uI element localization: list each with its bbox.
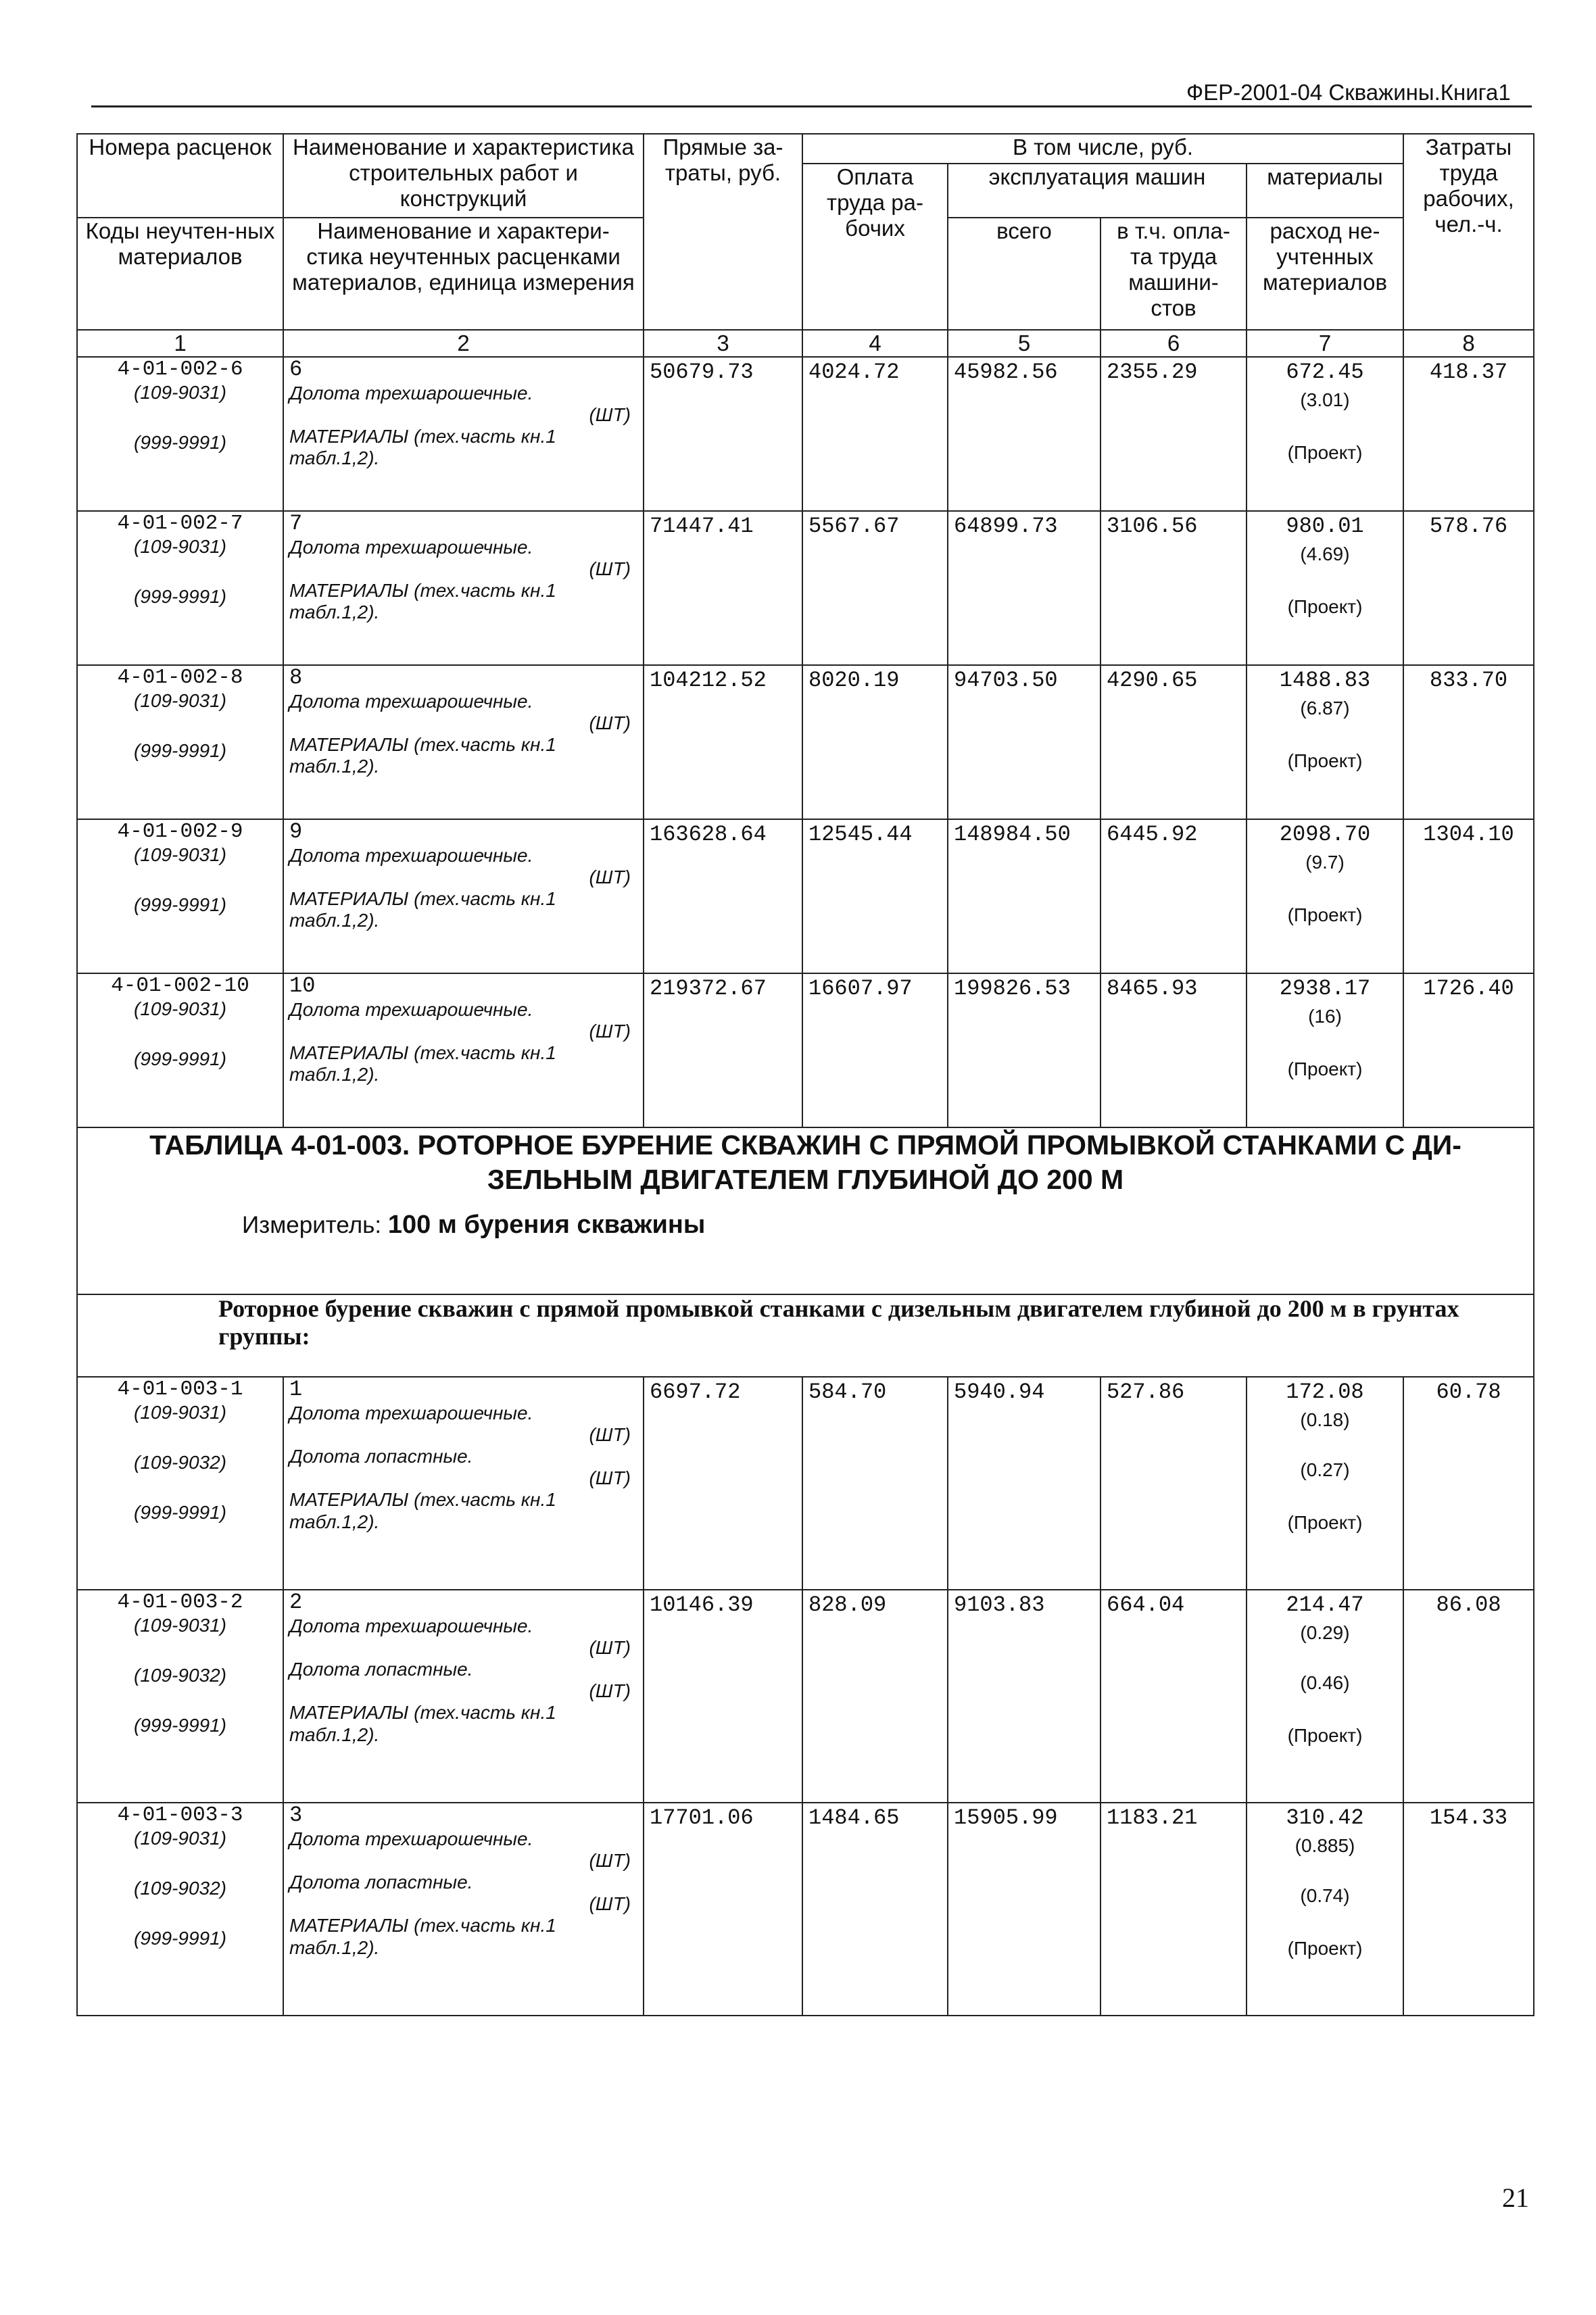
work-number: 3 — [289, 1802, 303, 1828]
material-code: (109-9032) — [134, 1451, 226, 1473]
col3-header: Прямые за-траты, руб. — [644, 134, 802, 330]
rate-code: 4-01-002-7 — [117, 511, 243, 535]
table-row — [77, 1803, 1534, 2016]
labor-hours: 86.08 — [1436, 1592, 1501, 1617]
labor-hours-cell — [1403, 1590, 1534, 1803]
direct-costs-cell — [644, 511, 802, 665]
direct-costs: 50679.73 — [650, 359, 754, 385]
column-number: 6 — [1101, 330, 1247, 357]
labor-hours: 833.70 — [1429, 667, 1508, 693]
machinists-cell — [1101, 819, 1247, 973]
rate-code: 4-01-003-1 — [117, 1377, 243, 1401]
rate-code: 4-01-002-9 — [117, 819, 243, 844]
labor-cost: 5567.67 — [808, 513, 900, 539]
column-number: 4 — [802, 330, 948, 357]
labor-hours-cell — [1403, 665, 1534, 819]
direct-costs: 163628.64 — [650, 821, 767, 847]
bit-consumption: (0.885) — [1295, 1834, 1355, 1856]
table-row — [77, 819, 1534, 973]
rates-table — [76, 133, 1534, 2016]
machines-cost: 5940.94 — [954, 1379, 1045, 1405]
code-cell — [77, 511, 283, 665]
machinists-cell — [1101, 973, 1247, 1127]
direct-costs-cell — [644, 1590, 802, 1803]
machines-cell — [948, 357, 1101, 511]
material-name: Долота трехшарошечные. — [289, 1828, 533, 1849]
project-label: (Проект) — [1287, 750, 1363, 771]
material-name: Долота трехшарошечные. — [289, 536, 533, 558]
machinists-cost: 664.04 — [1107, 1592, 1185, 1617]
material-name: Долота трехшарошечные. — [289, 1402, 533, 1423]
machinists-cell — [1101, 665, 1247, 819]
materials-note: МАТЕРИАЛЫ (тех.часть кн.1 табл.1,2). — [289, 1489, 556, 1532]
unit-label: (ШТ) — [589, 1893, 631, 1915]
material-name: Долота трехшарошечные. — [289, 998, 533, 1020]
materials-note: МАТЕРИАЛЫ (тех.часть кн.1 табл.1,2). — [289, 426, 556, 469]
col4-header: Оплата труда ра-бочих — [802, 164, 948, 330]
bit-consumption: (4.69) — [1300, 543, 1350, 564]
blade-consumption: (0.27) — [1300, 1459, 1350, 1480]
machines-cell — [948, 1590, 1101, 1803]
machines-cell — [948, 973, 1101, 1127]
labor-cell — [802, 1377, 948, 1590]
materials-cost: 672.45 — [1286, 359, 1364, 385]
materials-cell — [1247, 1590, 1403, 1803]
rate-code: 4-01-002-6 — [117, 357, 243, 381]
material-code: (109-9031) — [134, 1614, 226, 1636]
direct-costs-cell — [644, 665, 802, 819]
col8-header: Затраты труда рабочих, чел.-ч. — [1403, 134, 1534, 330]
blade-consumption: (0.46) — [1300, 1672, 1350, 1693]
machines-cell — [948, 665, 1101, 819]
blade-consumption: (0.74) — [1300, 1884, 1350, 1906]
labor-hours: 60.78 — [1436, 1379, 1501, 1405]
machines-cell — [948, 1803, 1101, 2016]
work-number: 7 — [289, 510, 303, 536]
machinists-cost: 4290.65 — [1107, 667, 1198, 693]
direct-costs-cell — [644, 973, 802, 1127]
running-header: ФЕР-2001-04 Скважины.Книга1 — [1186, 80, 1511, 105]
labor-cost: 584.70 — [808, 1379, 887, 1405]
table-row — [77, 1590, 1534, 1803]
material-code: (109-9031) — [134, 1827, 226, 1849]
machines-cost: 15905.99 — [954, 1805, 1058, 1830]
materials-note: МАТЕРИАЛЫ (тех.часть кн.1 табл.1,2). — [289, 888, 556, 931]
machinists-cell — [1101, 1803, 1247, 2016]
materials-note: МАТЕРИАЛЫ (тех.часть кн.1 табл.1,2). — [289, 1702, 556, 1745]
work-number: 10 — [289, 973, 316, 998]
material-code: (999-9991) — [134, 739, 226, 761]
group-cell — [77, 1294, 1534, 1377]
labor-hours-cell — [1403, 511, 1534, 665]
machines-cost: 199826.53 — [954, 975, 1071, 1001]
work-number: 1 — [289, 1376, 303, 1402]
direct-costs-cell — [644, 1803, 802, 2016]
name-cell — [283, 819, 644, 973]
materials-note: МАТЕРИАЛЫ (тех.часть кн.1 табл.1,2). — [289, 734, 556, 777]
column-number-row — [77, 330, 1534, 357]
material-name: Долота трехшарошечные. — [289, 844, 533, 866]
bit-consumption: (3.01) — [1300, 389, 1350, 410]
material-code: (999-9991) — [134, 894, 226, 915]
rate-code: 4-01-003-2 — [117, 1590, 243, 1614]
bit-consumption: (9.7) — [1305, 851, 1345, 873]
machines-cell — [948, 511, 1101, 665]
col5-header: всего — [948, 218, 1101, 330]
column-number: 3 — [644, 330, 802, 357]
project-label: (Проект) — [1287, 441, 1363, 463]
unit-label: (ШТ) — [589, 866, 631, 887]
material-name: Долота лопастные. — [289, 1659, 473, 1680]
machinists-cost: 2355.29 — [1107, 359, 1198, 385]
materials-cell — [1247, 1377, 1403, 1590]
header-rule — [91, 105, 1532, 107]
work-number: 6 — [289, 356, 303, 382]
labor-hours: 154.33 — [1429, 1805, 1508, 1830]
machinists-cost: 3106.56 — [1107, 513, 1198, 539]
labor-cell — [802, 1590, 948, 1803]
table-row — [77, 357, 1534, 511]
direct-costs: 6697.72 — [650, 1379, 741, 1405]
work-number: 9 — [289, 819, 303, 844]
machinists-cost: 527.86 — [1107, 1379, 1185, 1405]
material-name: Долота трехшарошечные. — [289, 382, 533, 404]
material-code: (109-9031) — [134, 381, 226, 403]
material-name: Долота трехшарошечные. — [289, 1615, 533, 1636]
machines-cost: 64899.73 — [954, 513, 1058, 539]
unit-label: (ШТ) — [589, 1467, 631, 1489]
direct-costs-cell — [644, 1377, 802, 1590]
code-cell — [77, 819, 283, 973]
labor-cell — [802, 1803, 948, 2016]
labor-hours-cell — [1403, 1803, 1534, 2016]
machines-cell — [948, 1377, 1101, 1590]
labor-cell — [802, 357, 948, 511]
table-row — [77, 511, 1534, 665]
material-code: (999-9991) — [134, 431, 226, 453]
table-row — [77, 1377, 1534, 1590]
material-code: (999-9991) — [134, 1927, 226, 1949]
work-number: 8 — [289, 664, 303, 690]
machines-cell — [948, 819, 1101, 973]
project-label: (Проект) — [1287, 1725, 1363, 1747]
section-meter — [83, 1211, 1528, 1240]
col7-header: расход не-учтенных материалов — [1247, 218, 1403, 330]
unit-label: (ШТ) — [589, 712, 631, 733]
materials-note: МАТЕРИАЛЫ (тех.часть кн.1 табл.1,2). — [289, 1915, 556, 1958]
name-cell — [283, 665, 644, 819]
meter-value: 100 м бурения скважины — [387, 1211, 706, 1240]
column-number: 8 — [1403, 330, 1534, 357]
machinists-cell — [1101, 357, 1247, 511]
group-including-header: В том числе, руб. — [802, 134, 1403, 164]
material-code: (109-9031) — [134, 844, 226, 865]
section-row — [77, 1127, 1534, 1294]
labor-cell — [802, 819, 948, 973]
materials-cost: 980.01 — [1286, 513, 1364, 539]
materials-cell — [1247, 665, 1403, 819]
column-number: 5 — [948, 330, 1101, 357]
labor-cell — [802, 511, 948, 665]
machines-cost: 148984.50 — [954, 821, 1071, 847]
labor-cost: 16607.97 — [808, 975, 913, 1001]
col2-top-header: Наименование и характеристика строительных работ и конструкций — [283, 134, 644, 218]
direct-costs-cell — [644, 357, 802, 511]
labor-hours-cell — [1403, 819, 1534, 973]
materials-group-header: материалы — [1247, 164, 1403, 218]
machinists-cost: 8465.93 — [1107, 975, 1198, 1001]
unit-label: (ШТ) — [589, 1636, 631, 1658]
code-cell — [77, 973, 283, 1127]
code-cell — [77, 1590, 283, 1803]
materials-cost: 2938.17 — [1279, 975, 1371, 1001]
meter-label: Измеритель: — [242, 1212, 382, 1239]
section-title: ТАБЛИЦА 4-01-003. РОТОРНОЕ БУРЕНИЕ СКВАЖИН С ПРЯМОЙ ПРОМЫВКОЙ СТАНКАМИ С ДИ-ЗЕЛЬНЫМ ДВИГАТЕЛЕМ ГЛУБИНОЙ ДО 200 М — [149, 1129, 1461, 1196]
direct-costs-cell — [644, 819, 802, 973]
name-cell — [283, 1803, 644, 2016]
unit-label: (ШТ) — [589, 1423, 631, 1445]
column-number: 7 — [1247, 330, 1403, 357]
code-cell — [77, 357, 283, 511]
unit-label: (ШТ) — [589, 558, 631, 579]
unit-label: (ШТ) — [589, 404, 631, 425]
materials-cell — [1247, 973, 1403, 1127]
labor-hours-cell — [1403, 1377, 1534, 1590]
machinists-cost: 6445.92 — [1107, 821, 1198, 847]
materials-cost: 172.08 — [1286, 1379, 1364, 1405]
labor-hours-cell — [1403, 357, 1534, 511]
materials-cost: 214.47 — [1286, 1592, 1364, 1617]
material-code: (109-9031) — [134, 535, 226, 557]
materials-cost: 2098.70 — [1279, 821, 1371, 847]
labor-cell — [802, 665, 948, 819]
machinists-cell — [1101, 1377, 1247, 1590]
name-cell — [283, 357, 644, 511]
column-number: 2 — [283, 330, 644, 357]
labor-cell — [802, 973, 948, 1127]
labor-cost: 8020.19 — [808, 667, 900, 693]
bit-consumption: (6.87) — [1300, 697, 1350, 718]
material-code: (109-9032) — [134, 1664, 226, 1686]
material-name: Долота лопастные. — [289, 1446, 473, 1467]
labor-cost: 12545.44 — [808, 821, 913, 847]
bit-consumption: (0.29) — [1300, 1622, 1350, 1643]
labor-cost: 4024.72 — [808, 359, 900, 385]
code-cell — [77, 665, 283, 819]
name-cell — [283, 973, 644, 1127]
direct-costs: 71447.41 — [650, 513, 754, 539]
labor-hours: 1726.40 — [1423, 975, 1514, 1001]
materials-cost: 1488.83 — [1279, 667, 1371, 693]
material-code: (109-9031) — [134, 1401, 226, 1423]
material-code: (999-9991) — [134, 585, 226, 607]
project-label: (Проект) — [1287, 1512, 1363, 1534]
materials-cell — [1247, 357, 1403, 511]
labor-hours: 418.37 — [1429, 359, 1508, 385]
material-code: (999-9991) — [134, 1714, 226, 1736]
table-row — [77, 665, 1534, 819]
labor-cost: 828.09 — [808, 1592, 887, 1617]
code-cell — [77, 1377, 283, 1590]
col6-header: в т.ч. опла-та труда машини-стов — [1101, 218, 1247, 330]
col2-bottom-header: Наименование и характери-стика неучтенных расценками материалов, единица измерения — [283, 218, 644, 330]
machines-cost: 45982.56 — [954, 359, 1058, 385]
machinists-cell — [1101, 1590, 1247, 1803]
direct-costs: 10146.39 — [650, 1592, 754, 1617]
name-cell — [283, 1377, 644, 1590]
machines-group-header: эксплуатация машин — [948, 164, 1247, 218]
machines-cost: 9103.83 — [954, 1592, 1045, 1617]
material-code: (999-9991) — [134, 1048, 226, 1069]
rate-code: 4-01-002-10 — [111, 973, 249, 998]
group-heading: Роторное бурение скважин с прямой промывкой станками с дизельным двигателем глубиной до 200 м в грунтах группы: — [218, 1294, 1459, 1350]
material-name: Долота лопастные. — [289, 1872, 473, 1893]
material-code: (109-9031) — [134, 689, 226, 711]
work-number: 2 — [289, 1589, 303, 1615]
bit-consumption: (16) — [1308, 1005, 1342, 1027]
materials-cell — [1247, 819, 1403, 973]
machines-cost: 94703.50 — [954, 667, 1058, 693]
project-label: (Проект) — [1287, 595, 1363, 617]
col1-bottom-header: Коды неучтен-ных материалов — [77, 218, 283, 330]
materials-cell — [1247, 1803, 1403, 2016]
labor-hours-cell — [1403, 973, 1534, 1127]
machinists-cell — [1101, 511, 1247, 665]
rate-code: 4-01-002-8 — [117, 665, 243, 689]
unit-label: (ШТ) — [589, 1849, 631, 1871]
col1-top-header: Номера расценок — [77, 134, 283, 218]
unit-label: (ШТ) — [589, 1020, 631, 1042]
material-code: (109-9031) — [134, 998, 226, 1019]
material-name: Долота трехшарошечные. — [289, 690, 533, 712]
labor-cost: 1484.65 — [808, 1805, 900, 1830]
direct-costs: 219372.67 — [650, 975, 767, 1001]
materials-cost: 310.42 — [1286, 1805, 1364, 1830]
labor-hours: 1304.10 — [1423, 821, 1514, 847]
material-code: (999-9991) — [134, 1501, 226, 1523]
unit-label: (ШТ) — [589, 1680, 631, 1702]
table-row — [77, 973, 1534, 1127]
bit-consumption: (0.18) — [1300, 1409, 1350, 1430]
direct-costs: 104212.52 — [650, 667, 767, 693]
section-cell — [77, 1127, 1534, 1294]
project-label: (Проект) — [1287, 1938, 1363, 1959]
labor-hours: 578.76 — [1429, 513, 1508, 539]
direct-costs: 17701.06 — [650, 1805, 754, 1830]
material-code: (109-9032) — [134, 1877, 226, 1899]
project-label: (Проект) — [1287, 904, 1363, 925]
name-cell — [283, 511, 644, 665]
materials-cell — [1247, 511, 1403, 665]
rate-code: 4-01-003-3 — [117, 1803, 243, 1827]
code-cell — [77, 1803, 283, 2016]
materials-note: МАТЕРИАЛЫ (тех.часть кн.1 табл.1,2). — [289, 580, 556, 623]
name-cell — [283, 1590, 644, 1803]
machinists-cost: 1183.21 — [1107, 1805, 1198, 1830]
project-label: (Проект) — [1287, 1058, 1363, 1079]
page-number: 21 — [1502, 2183, 1529, 2213]
column-number: 1 — [77, 330, 283, 357]
materials-note: МАТЕРИАЛЫ (тех.часть кн.1 табл.1,2). — [289, 1042, 556, 1086]
group-row — [77, 1294, 1534, 1377]
